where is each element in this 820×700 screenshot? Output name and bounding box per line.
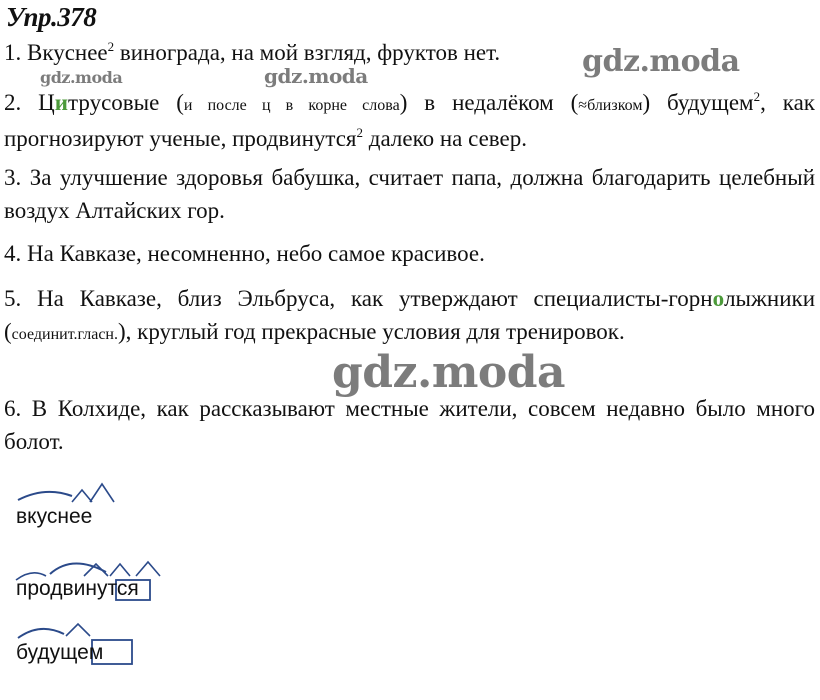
sentence-1-start: 1. Вкуснее [4,40,108,65]
note-synonym: ≈близком [578,97,643,114]
morpheme-word-2: продвинутся [16,577,139,600]
watermark-logo: gdz.moda [582,44,740,79]
s2-sup2: 2 [356,125,364,140]
s5-c: ), круглый год прекрасные условия для тренировок. [117,319,625,344]
s5-b: лыжники ( [4,286,815,344]
sentence-3: 3. За улучшение здоровья бабушка, считает папа, должна благодарить целебный воздух Алтайских гор. [4,165,815,223]
sentence-1-sup: 2 [107,39,115,54]
s2-c: ) в недалёком ( [399,90,579,115]
sentence-5 [4,282,815,351]
highlight-letter-i: и [54,90,69,115]
morpheme-word-3: будущем [16,641,104,664]
watermark-logo-large: gdz.moda [332,347,566,398]
morpheme-word-1: вкуснее [16,505,93,528]
s2-f: далеко на север. [363,126,527,151]
s2-b: трусовые ( [68,90,184,115]
sentence-2 [4,86,815,155]
s2-sup1: 2 [753,89,761,104]
note-connecting-vowel: соединит.гласн. [11,326,118,343]
s2-d: ) будущем [642,90,754,115]
sentence-1-end: винограда, на мой взгляд, фруктов нет. [114,40,501,65]
s5-a: 5. На Кавказе, близ Эльбруса, как утверждают специалисты-горн [4,286,713,311]
watermark-logo-small: gdz.moda [40,68,123,87]
sentence-4: 4. На Кавказе, несомненно, небо самое красивое. [4,241,485,266]
morpheme-analysis-3 [10,606,210,666]
s2-a: 2. Ц [4,90,55,115]
sentence-6: 6. В Колхиде, как рассказывают местные жители, совсем недавно было много болот. [4,396,815,454]
watermark-logo-medium: gdz.moda [264,64,368,88]
highlight-letter-o: о [712,286,725,311]
note-spelling: и после ц в корне слова [183,97,400,114]
s2-e: , как прогнозируют ученые, продвинутся [4,90,815,151]
morpheme-analysis-2 [10,542,210,602]
exercise-title: Упр.378 [6,2,97,32]
morpheme-analysis-1 [10,470,210,530]
